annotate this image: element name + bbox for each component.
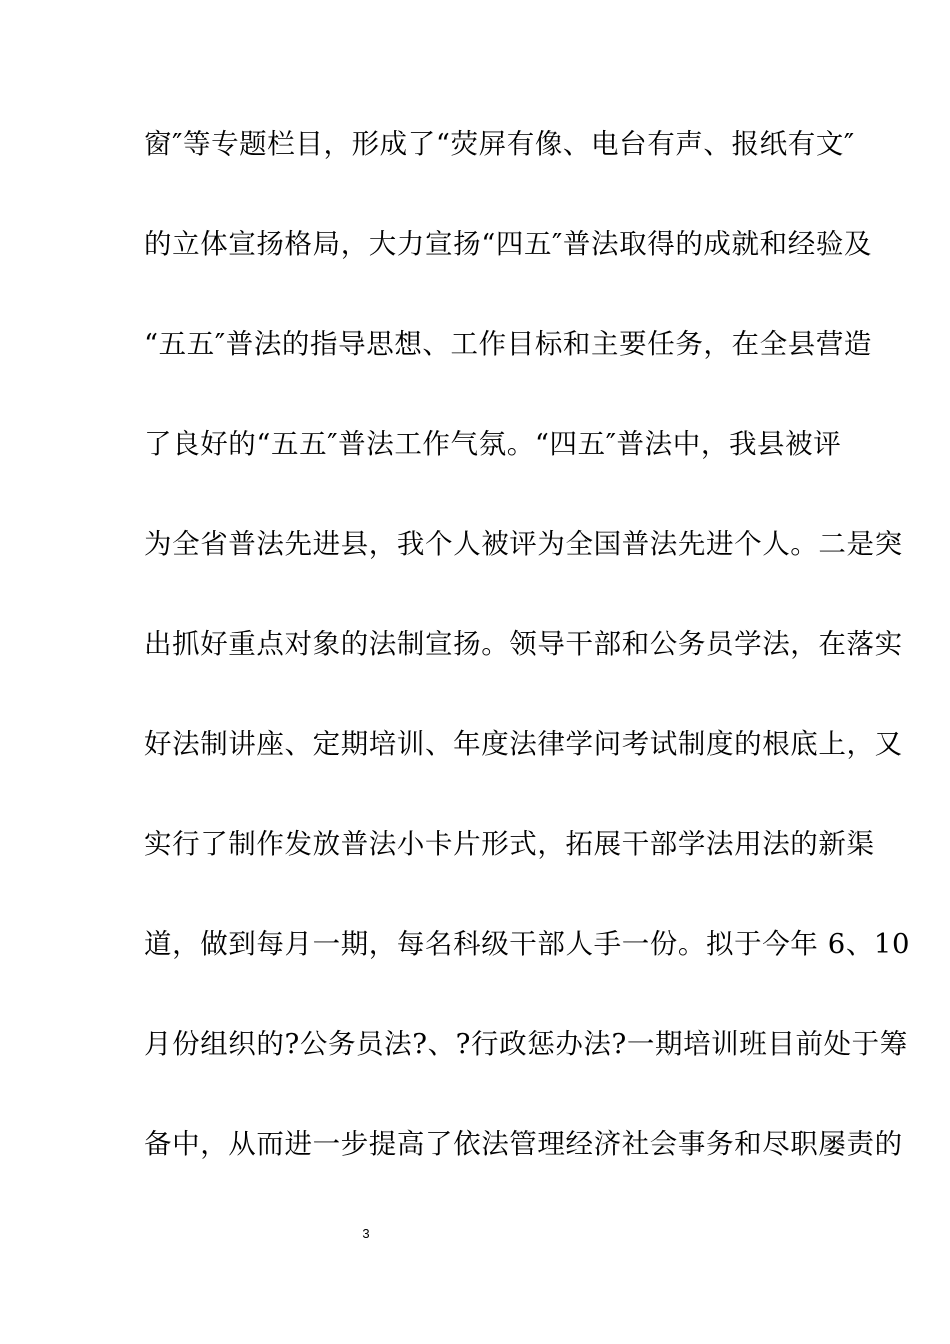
text-line-3: “五五″普法的指导思想、工作目标和主要任务，在全县营造 [144,328,873,360]
text-line-9: 道，做到每月一期，每名科级干部人手一份。拟于今年 6、10 [144,928,911,960]
text-line-2: 的立体宣扬格局，大力宣扬“四五″普法取得的成就和经验及 [144,228,873,260]
text-line-8: 实行了制作发放普法小卡片形式，拓展干部学法用法的新渠 [144,828,875,860]
page-number: 3 [362,1226,370,1241]
text-line-6: 出抓好重点对象的法制宣扬。领导干部和公务员学法，在落实 [144,628,903,660]
text-line-11: 备中，从而进一步提高了依法管理经济社会事务和尽职屡责的 [144,1128,903,1160]
text-line-5: 为全省普法先进县，我个人被评为全国普法先进个人。二是突 [144,528,903,560]
text-line-7: 好法制讲座、定期培训、年度法律学问考试制度的根底上，又 [144,728,903,760]
text-line-1: 窗″等专题栏目，形成了“荧屏有像、电台有声、报纸有文″ [144,128,855,160]
text-line-4: 了良好的“五五″普法工作气氛。“四五″普法中，我县被评 [144,428,842,460]
text-line-10: 月份组织的?公务员法?、?行政惩办法?一期培训班目前处于筹 [144,1028,908,1060]
body-text [144,124,911,1224]
